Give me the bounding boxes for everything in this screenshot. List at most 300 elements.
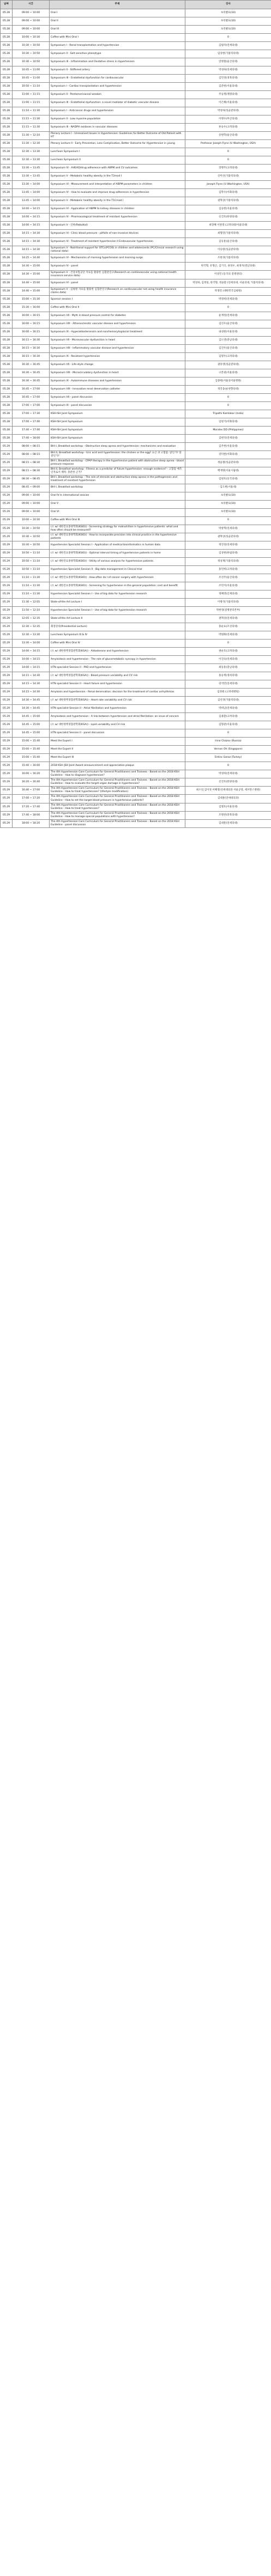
speaker-cell: 권혁상(가톨릭의대) — [185, 197, 271, 205]
topic-header: 주제 — [50, 1, 185, 9]
date-cell: 05.29 — [1, 770, 13, 778]
speaker-cell: 내성원(서울의대) — [185, 328, 271, 336]
time-cell: 12:30 ~ 13:30 — [13, 631, 50, 639]
speaker-cell: 정윤철(성균관의대) — [185, 459, 271, 467]
topic-cell: Symposium VII - Life-style change — [50, 361, 185, 369]
date-cell: 05.29 — [1, 476, 13, 484]
time-cell: 16:40 ~ 17:00 — [13, 787, 50, 795]
speaker-cell: 0 — [185, 303, 271, 312]
time-cell: 09:00 ~ 10:00 — [13, 26, 50, 34]
date-cell: 05.29 — [1, 541, 13, 549]
speaker-cell: 이상민 (동국의 질병센터) — [185, 271, 271, 279]
table-row — [1, 132, 271, 140]
topic-cell: (소 w/ 대한진료종양학회(KSIO)) - Utility of various analysis for hypertensive patients — [50, 557, 185, 565]
topic-cell: Symposium VI - Measurement and interpretation of ABPM parameters in children — [50, 181, 185, 189]
date-cell: 05.29 — [1, 606, 13, 614]
topic-cell: Symposium IV - panel — [50, 263, 185, 271]
time-cell: 13:45 ~ 14:00 — [13, 189, 50, 197]
table-row — [1, 745, 271, 753]
table-row — [1, 320, 271, 328]
topic-cell: Oral I — [50, 9, 185, 17]
table-row — [1, 533, 271, 541]
table-row — [1, 124, 271, 132]
table-row — [1, 352, 271, 361]
speaker-cell: 구본권(서울의대) — [185, 369, 271, 377]
date-cell: 05.28 — [1, 83, 13, 91]
speaker-cell: 조명찬(충북의대) — [185, 811, 271, 819]
topic-cell: Symposium V - 인하(Rebuttal) — [50, 222, 185, 230]
speaker-cell: 박창혁(연세의대) — [185, 525, 271, 533]
date-cell: 05.28 — [1, 115, 13, 124]
speaker-cell: 김선경(가톨릭의대) — [185, 696, 271, 704]
topic-cell: Symposium II - Pentamericaceal weaken — [50, 91, 185, 99]
table-row — [1, 753, 271, 762]
date-cell: 05.28 — [1, 418, 13, 426]
time-cell: 11:50 ~ 12:10 — [13, 606, 50, 614]
time-cell: 14:30 ~ 14:45 — [13, 704, 50, 712]
date-cell: 05.28 — [1, 66, 13, 75]
table-row — [1, 328, 271, 336]
speaker-cell: 이승원(성균관의대) — [185, 246, 271, 254]
speaker-cell: 신미선(가톨릭의대) — [185, 173, 271, 181]
date-cell: 05.29 — [1, 639, 13, 647]
date-cell: 05.29 — [1, 500, 13, 508]
speaker-cell: 김대훈(연세의대) — [185, 820, 271, 828]
topic-cell: Amyloidosis and hypertension - A link between hypertension and atrial fibrillation: an issue of concern — [50, 712, 185, 721]
date-cell: 05.29 — [1, 582, 13, 590]
time-cell: 13:30 ~ 14:00 — [13, 639, 50, 647]
topic-cell: Symposium V - 건강보험공단 자료를 활용한 심혈관연구(Research on cardiovascular using national health insurance service data) — [50, 271, 185, 279]
speaker-cell: 권혁상(연세의대) — [185, 614, 271, 623]
time-cell: 10:00 ~ 10:30 — [13, 516, 50, 525]
time-cell: 11:00 ~ 11:15 — [13, 99, 50, 107]
date-cell: 05.28 — [1, 173, 13, 181]
date-cell: 05.29 — [1, 704, 13, 712]
time-cell: 08:00 ~ 08:15 — [13, 450, 50, 459]
speaker-cell: 권혁상(성균관의대) — [185, 533, 271, 541]
time-cell: 16:45 ~ 17:00 — [13, 393, 50, 401]
topic-cell: Symposium VII - Myth in blood pressure control for diabetes — [50, 312, 185, 320]
speaker-cell: 주승재(계명의대) — [185, 91, 271, 99]
date-cell: 05.28 — [1, 17, 13, 26]
speaker-cell: 한국형, 유형근, 김기식, 권성우, 최경지(영남의대) — [185, 263, 271, 271]
time-cell: 09:00 ~ 10:00 — [13, 492, 50, 500]
speaker-cell: 김형두(고려의대) — [185, 352, 271, 361]
topic-cell: (소 w/ 대한진료종양학회(KSIO)) - Screening for hypertension in the general population: cost and benefit — [50, 582, 185, 590]
topic-cell: Meet the Expert II — [50, 745, 185, 753]
time-cell: 11:30 ~ 12:30 — [13, 140, 50, 148]
topic-cell: Oral VI — [50, 508, 185, 516]
time-cell: 08:45 ~ 09:00 — [13, 484, 50, 492]
speaker-cell: 조현경(가톨릭의대) — [185, 254, 271, 263]
date-cell: 05.29 — [1, 672, 13, 680]
speaker-cell: 김철호(서울의대) — [185, 803, 271, 811]
topic-cell: The 4th Hypertension Core Curriculum for General Practitioners and Trainees - Based on the 2018 KSH Guideline - panel discussion — [50, 820, 185, 828]
date-cell: 05.28 — [1, 312, 13, 320]
date-cell: 05.28 — [1, 148, 13, 156]
date-cell: 05.29 — [1, 614, 13, 623]
speaker-cell: 박경민 (대한민국심평원) — [185, 287, 271, 295]
table-row — [1, 246, 271, 254]
speaker-cell: 신진호(한양의대) — [185, 778, 271, 787]
table-row — [1, 574, 271, 582]
table-row — [1, 525, 271, 533]
date-cell: 05.29 — [1, 745, 13, 753]
time-cell: 09:00 ~ 10:00 — [13, 9, 50, 17]
table-row — [1, 606, 271, 614]
date-cell: 05.29 — [1, 565, 13, 574]
date-cell: 05.28 — [1, 401, 13, 410]
speaker-cell: 김도영(충남의대) — [185, 336, 271, 344]
speaker-cell: 0 — [185, 639, 271, 647]
topic-cell: KSH-ISH Joint Symposium — [50, 426, 185, 434]
time-cell: 11:15 ~ 11:30 — [13, 124, 50, 132]
table-row — [1, 312, 271, 320]
topic-cell: The 4th Hypertension Core Curriculum for General Practitioners and Trainees - Based on the 2018 KSH Guideline - How to manage special populations with hypertension? — [50, 811, 185, 819]
date-cell: 05.29 — [1, 803, 13, 811]
table-row — [1, 214, 271, 222]
table-row — [1, 663, 271, 672]
topic-cell: Meet the Expert III — [50, 753, 185, 762]
table-row — [1, 344, 271, 352]
time-cell: 16:30 ~ 16:45 — [13, 369, 50, 377]
date-cell: 05.29 — [1, 647, 13, 655]
topic-cell: Symposium IX - Resistant hypertension — [50, 352, 185, 361]
time-cell: 14:30 ~ 15:00 — [13, 263, 50, 271]
date-cell: 05.28 — [1, 361, 13, 369]
schedule-body — [1, 9, 271, 828]
speaker-cell: 김용환(고려의대) — [185, 712, 271, 721]
topic-cell: Symposium IV - Pharmacological treatment of resistant hypertension — [50, 214, 185, 222]
topic-cell: Symposium III - NADPH oxidases in vascular diseases — [50, 124, 185, 132]
table-row — [1, 418, 271, 426]
table-row — [1, 549, 271, 557]
table-row — [1, 377, 271, 385]
time-cell: 15:40 ~ 16:00 — [13, 762, 50, 770]
speaker-cell: 김상현(한림의대) — [185, 549, 271, 557]
topic-cell: Symposium V - Metabolic healthy obesity in the T2mod I — [50, 173, 185, 181]
table-row — [1, 50, 271, 58]
topic-cell: BHI II, Breakfast workshop - Uric acid and hypertension: the chicken or the egg? 요산 과 고혈압: 닭인가? 달걀인가? — [50, 450, 185, 459]
date-cell: 05.29 — [1, 623, 13, 631]
date-cell: 05.28 — [1, 132, 13, 140]
topic-cell: (소 w/ 대한진료종양학회(KSIO)) - Screening strategy for malnutrition in hypertensive patients: what and how often should be measured? — [50, 525, 185, 533]
time-cell: 16:30 ~ 16:45 — [13, 377, 50, 385]
topic-cell: HTN specialist Session II - Heart failure and hypertension — [50, 680, 185, 688]
topic-cell: The 4th Hypertension Core Curriculum for General Practitioners and Trainees - Based on the 2018 KSH Guideline - How to diagnose hypertension? — [50, 770, 185, 778]
time-cell: 14:15 ~ 14:30 — [13, 672, 50, 680]
time-cell: 15:30 ~ 16:00 — [13, 303, 50, 312]
topic-cell: Oral V — [50, 500, 185, 508]
table-row — [1, 230, 271, 238]
date-cell: 05.28 — [1, 9, 13, 17]
date-cell: 05.28 — [1, 91, 13, 99]
topic-cell: Hypertension Specialist Session I - Use of big data for hypertension research — [50, 606, 185, 614]
table-row — [1, 303, 271, 312]
date-cell: 05.28 — [1, 246, 13, 254]
topic-cell: Symposium VIII - Microcirculatory dysfunction in heart — [50, 369, 185, 377]
time-cell: 14:15 ~ 14:30 — [13, 238, 50, 246]
time-cell: 17:40 ~ 17:40 — [13, 426, 50, 434]
table-row — [1, 820, 271, 828]
table-row — [1, 271, 271, 279]
date-cell: 05.28 — [1, 181, 13, 189]
date-cell: 05.28 — [1, 279, 13, 287]
topic-cell: Oral IV In international session — [50, 492, 185, 500]
date-cell: 05.28 — [1, 42, 13, 50]
time-cell: 08:00 ~ 08:15 — [13, 442, 50, 450]
speaker-cell: Tripathi Kamlakar (India) — [185, 410, 271, 418]
time-cell: 17:40 ~ 18:00 — [13, 811, 50, 819]
speaker-cell: 박희남(연세의대) — [185, 704, 271, 712]
date-cell: 05.29 — [1, 508, 13, 516]
table-row — [1, 287, 271, 295]
time-cell: 11:10 ~ 11:30 — [13, 582, 50, 590]
date-cell: 05.29 — [1, 688, 13, 696]
table-row — [1, 811, 271, 819]
time-cell: 14:15 ~ 14:30 — [13, 680, 50, 688]
topic-cell: Symposium V - Nutritional support for OTCs(PCOS) in children and adolescents (PC/Clinical research using national data) — [50, 246, 185, 254]
speaker-cell: 정혜영(인제의대) — [185, 590, 271, 598]
date-cell: 05.28 — [1, 189, 13, 197]
table-row — [1, 222, 271, 230]
topic-cell: Symposium VIII - Atherosclerotic vascular disease and hypertension — [50, 320, 185, 328]
date-cell: 05.28 — [1, 222, 13, 230]
table-row — [1, 762, 271, 770]
date-cell: 05.29 — [1, 598, 13, 606]
topic-cell: Symposium VI - Application of ABPM to kidney diseases in children — [50, 205, 185, 214]
speaker-cell: 임상현(가톨릭의대) — [185, 50, 271, 58]
time-cell: 14:00 ~ 14:15 — [13, 647, 50, 655]
date-cell: 05.29 — [1, 459, 13, 467]
topic-cell: Hypertension Specialist Session II - Big data management in Clinical trial — [50, 565, 185, 574]
date-cell: 05.28 — [1, 369, 13, 377]
date-cell: 05.28 — [1, 124, 13, 132]
topic-cell: (소 w/ 대한정맥경혈관학회(KSA)) - Aldosterone and hypertension — [50, 647, 185, 655]
topic-cell: The 4th Hypertension Core Curriculum for General Practitioners and Trainees - Based on the 2018 KSH Guideline - How to treat hypertension? — [50, 803, 185, 811]
date-cell: 05.28 — [1, 344, 13, 352]
topic-cell: 회장강의(Presidential Lecture) — [50, 623, 185, 631]
date-cell: 05.28 — [1, 393, 13, 401]
date-cell: 05.29 — [1, 753, 13, 762]
speaker-cell: 김대훈(연세대의과) — [185, 795, 271, 803]
topic-cell: BHI I, Breakfast workshop — [50, 484, 185, 492]
topic-cell: HTN specialist Session II - Atrial fibrillation and hypertension — [50, 704, 185, 712]
speaker-cell: 김종현(서울성서울병원) — [185, 377, 271, 385]
time-cell: 16:15 ~ 16:30 — [13, 344, 50, 352]
topic-cell: The 4th Hypertension Core Curriculum for General Practitioners and Trainees - Based on the 2018 KSH Guideline - How to treat hypertension? (lifestyle modification) — [50, 787, 185, 795]
table-row — [1, 238, 271, 246]
speaker-cell: 최장혜 서원영 (고려의대/서울의대) — [185, 222, 271, 230]
table-row — [1, 385, 271, 393]
time-cell: 15:00 ~ 15:30 — [13, 295, 50, 303]
table-row — [1, 770, 271, 778]
topic-cell: Symposium VI - Clinic blood pressure - pitfalls of non-invasive devices — [50, 230, 185, 238]
table-row — [1, 704, 271, 712]
table-row — [1, 500, 271, 508]
topic-cell: Symposium IX - Hyperaldosteronism and nonrhemocytoplacial treatment — [50, 328, 185, 336]
time-cell: 17:00 ~ 17:40 — [13, 418, 50, 426]
time-cell: 16:15 ~ 16:30 — [13, 336, 50, 344]
date-cell: 05.29 — [1, 762, 13, 770]
time-cell: 16:00 ~ 16:20 — [13, 770, 50, 778]
time-cell: 09:00 ~ 10:00 — [13, 508, 50, 516]
topic-cell: (소 w/ 대한정맥경혈관학회(KSA)) - Heart rate variability and CV risk — [50, 696, 185, 704]
time-cell: 17:00 ~ 17:30 — [13, 410, 50, 418]
date-cell: 05.29 — [1, 787, 13, 795]
date-cell: 05.29 — [1, 516, 13, 525]
speaker-cell: 장병주(고려의대) — [185, 165, 271, 173]
topic-cell: Symposium II - Low myosine population — [50, 115, 185, 124]
date-cell: 05.28 — [1, 328, 13, 336]
speaker-cell: 초록발표(10) — [185, 508, 271, 516]
topic-cell: Amyloisis and hypertension - Renal denervation: decision for the treatment of cardiac arrhythmias — [50, 688, 185, 696]
topic-cell: (소 w/ 대한진료종양학회(KSIO)) - Optimal interval timing of hypertensive patients in home — [50, 549, 185, 557]
speaker-cell: 윤재성(연세의대) — [185, 312, 271, 320]
topic-cell: Symposium VII - panel discussion — [50, 393, 185, 401]
time-cell: 08:15 ~ 08:30 — [13, 459, 50, 467]
time-cell: 14:00 ~ 14:15 — [13, 222, 50, 230]
table-row — [1, 26, 271, 34]
speaker-cell: 김원기(이화의대) — [185, 418, 271, 426]
time-cell: 08:30 ~ 08:45 — [13, 476, 50, 484]
date-cell: 05.28 — [1, 140, 13, 148]
topic-cell: Symposium IV - AHEAD/drug adherence with ABPM and CV outcomes — [50, 165, 185, 173]
table-row — [1, 492, 271, 500]
topic-cell: KSH-ISH Joint Symposium — [50, 434, 185, 442]
speaker-cell: 김승현(서울의대) — [185, 205, 271, 214]
time-cell: 10:50 ~ 11:10 — [13, 83, 50, 91]
speaker-cell: 연병철(울산의대) — [185, 58, 271, 66]
speaker-cell: 0 — [185, 516, 271, 525]
speaker-cell: Joseph Flynn (U Washington, USA) — [185, 181, 271, 189]
date-header: 날짜 — [1, 1, 13, 9]
time-cell: 08:15 ~ 08:30 — [13, 467, 50, 476]
time-cell: 16:15 ~ 16:30 — [13, 352, 50, 361]
speaker-cell: 신진호(한양의대) — [185, 214, 271, 222]
date-cell: 05.29 — [1, 778, 13, 787]
topic-cell: HTN specialist Session II - panel discussion — [50, 729, 185, 737]
topic-cell: KSH-ISH Joint Symposium — [50, 418, 185, 426]
time-cell: 10:30 ~ 10:50 — [13, 533, 50, 541]
speaker-cell: 홍순표(조선의대) — [185, 623, 271, 631]
date-cell: 05.29 — [1, 467, 13, 476]
time-cell: 11:10 ~ 11:30 — [13, 107, 50, 115]
time-cell: 09:00 ~ 10:00 — [13, 500, 50, 508]
time-cell: 11:30 ~ 12:10 — [13, 132, 50, 140]
table-row — [1, 17, 271, 26]
time-cell: 12:30 ~ 13:30 — [13, 156, 50, 165]
table-row — [1, 140, 271, 148]
table-row — [1, 737, 271, 745]
speaker-cell: 정진성(연세의대) — [185, 541, 271, 549]
table-row — [1, 42, 271, 50]
topic-cell: Plenary Lecture I - Unresolved Issues in Hypertension: Guidelines for Better Outcome of Old Patient with HT — [50, 132, 185, 140]
topic-cell: Symposium IX - panel discussion — [50, 401, 185, 410]
topic-cell: Symposium I - Renal transplantation and hypertension — [50, 42, 185, 50]
time-cell: 14:30 ~ 15:00 — [13, 271, 50, 279]
date-cell: 05.28 — [1, 303, 13, 312]
table-row — [1, 696, 271, 704]
date-cell: 05.29 — [1, 492, 13, 500]
speaker-cell: 권흥영(성균관의대) — [185, 361, 271, 369]
time-cell: 17:40 ~ 18:00 — [13, 434, 50, 442]
table-row — [1, 598, 271, 606]
topic-cell: Symposium III - Endothelial dysfunction for cardiovascular — [50, 75, 185, 83]
time-cell: 11:10 ~ 11:30 — [13, 590, 50, 598]
speaker-cell: 박성하(연세의대) — [185, 770, 271, 778]
speaker-cell: 초록발표(10) — [185, 17, 271, 26]
time-cell: 10:30 ~ 10:50 — [13, 58, 50, 66]
topic-cell: Hypertension Specialist Session I - Application of medical bioinformatics in human data — [50, 541, 185, 549]
date-cell: 05.28 — [1, 352, 13, 361]
date-cell: 05.29 — [1, 820, 13, 828]
date-cell: 05.29 — [1, 557, 13, 565]
time-cell: 16:20 ~ 16:40 — [13, 778, 50, 787]
speaker-cell: 권순호(고려의대) — [185, 647, 271, 655]
date-cell: 05.28 — [1, 214, 13, 222]
date-cell: 05.28 — [1, 230, 13, 238]
topic-cell: Symposium IX - Autoimmune diseases and hypertension — [50, 377, 185, 385]
topic-cell: Coffee with Mini Oral IV — [50, 639, 185, 647]
time-cell: 10:30 ~ 10:50 — [13, 50, 50, 58]
date-cell: 05.28 — [1, 34, 13, 42]
header-row — [1, 1, 271, 9]
table-row — [1, 787, 271, 795]
table-row — [1, 34, 271, 42]
speaker-cell: 김학수(이화의대) — [185, 189, 271, 197]
speaker-cell: 초록발표(10) — [185, 9, 271, 17]
date-cell: 05.28 — [1, 26, 13, 34]
date-cell: 05.28 — [1, 156, 13, 165]
speaker-cell: Irina Chazov (Russia) — [185, 737, 271, 745]
date-cell: 05.29 — [1, 663, 13, 672]
speaker-cell: 김준현(서울의대) — [185, 83, 271, 91]
speaker-cell: 김동훈(울산의대) — [185, 238, 271, 246]
speaker-cell: 박원화(연세의대) — [185, 631, 271, 639]
table-row — [1, 361, 271, 369]
table-row — [1, 541, 271, 549]
time-cell: 17:20 ~ 17:40 — [13, 803, 50, 811]
speaker-cell: 이진숙(연세의대) — [185, 655, 271, 663]
date-cell: 05.28 — [1, 287, 13, 295]
speaker-cell: 0 — [185, 401, 271, 410]
time-cell: 12:05 ~ 12:35 — [13, 614, 50, 623]
topic-cell: Symposium VIII - Innovative renal denervation catheter — [50, 385, 185, 393]
time-cell: 10:45 ~ 11:00 — [13, 75, 50, 83]
time-cell: 14:15 ~ 14:30 — [13, 230, 50, 238]
time-cell: 15:00 ~ 15:40 — [13, 737, 50, 745]
table-row — [1, 795, 271, 803]
speaker-cell: 0 — [185, 729, 271, 737]
time-cell: 11:15 ~ 11:30 — [13, 115, 50, 124]
speaker-cell: 조선주(울산의대) — [185, 574, 271, 582]
time-cell: 12:30 ~ 12:35 — [13, 623, 50, 631]
table-row — [1, 410, 271, 418]
date-cell: 05.29 — [1, 811, 13, 819]
speaker-cell: 강석민(연세의대) — [185, 680, 271, 688]
table-row — [1, 803, 271, 811]
time-cell: 17:00 ~ 17:20 — [13, 795, 50, 803]
date-cell: 05.28 — [1, 99, 13, 107]
speaker-cell: 김진우(울산의대) — [185, 344, 271, 352]
speaker-cell: Erdinc Geraz (Turkey) — [185, 753, 271, 762]
table-row — [1, 442, 271, 450]
time-cell: 10:30 ~ 10:50 — [13, 42, 50, 50]
time-header: 시간 — [13, 1, 50, 9]
date-cell: 05.28 — [1, 385, 13, 393]
date-cell: 05.29 — [1, 549, 13, 557]
